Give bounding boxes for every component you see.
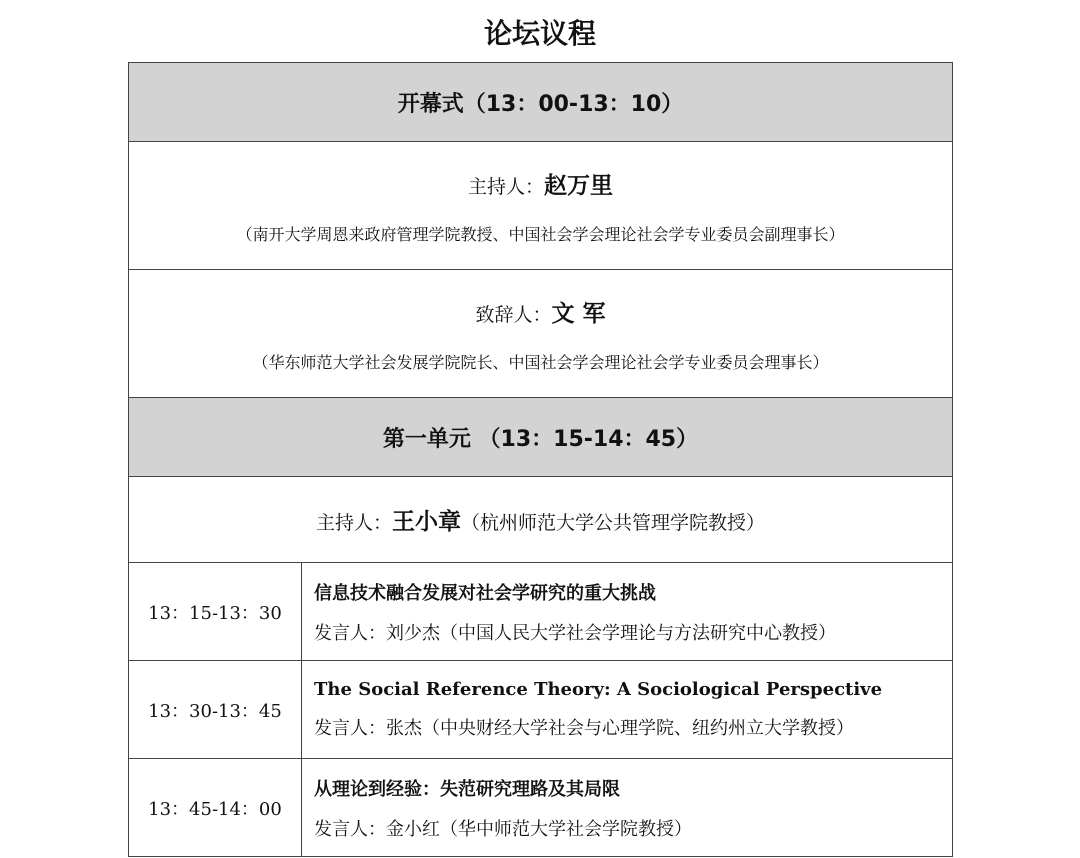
talk-time: 13：30-13：45 xyxy=(129,661,302,759)
unit1-header: 第一单元 （13：15-14：45） xyxy=(129,398,953,477)
talk-row xyxy=(129,661,953,759)
talk-title: The Social Reference Theory: A Sociological Perspective xyxy=(314,679,883,700)
talk-title: 从理论到经验：失范研究理路及其局限 xyxy=(314,778,620,800)
talk-speaker: 发言人：金小红（华中师范大学社会学院教授） xyxy=(314,818,692,840)
opening-header-row xyxy=(129,63,953,142)
talk-speaker: 发言人：张杰（中央财经大学社会与心理学院、纽约州立大学教授） xyxy=(314,718,854,739)
unit1-host-name: 王小章 xyxy=(392,509,461,535)
opening-speech-row xyxy=(129,270,953,398)
talk-time: 13：15-13：30 xyxy=(129,563,302,661)
talk-time: 13：45-14：00 xyxy=(129,759,302,857)
host-label: 主持人： xyxy=(467,175,544,198)
unit1-host-row xyxy=(129,477,953,563)
opening-host-row xyxy=(129,142,953,270)
talk-row xyxy=(129,759,953,857)
speech-affiliation: （华东师范大学社会发展学院院长、中国社会学会理论社会学专业委员会理事长） xyxy=(252,352,829,372)
host-name: 赵万里 xyxy=(544,172,613,199)
host-affiliation: （南开大学周恩来政府管理学院教授、中国社会学会理论社会学专业委员会副理事长） xyxy=(236,224,845,244)
unit1-header-row xyxy=(129,398,953,477)
talk-speaker: 发言人：刘少杰（中国人民大学社会学理论与方法研究中心教授） xyxy=(314,622,836,644)
unit1-host-affiliation: （杭州师范大学公共管理学院教授） xyxy=(461,512,766,534)
talk-row xyxy=(129,563,953,661)
page-title: 论坛议程 xyxy=(483,17,596,50)
unit1-host-label: 主持人： xyxy=(315,512,392,534)
opening-header: 开幕式（13：00-13：10） xyxy=(129,63,953,142)
speech-name: 文 军 xyxy=(551,300,606,327)
agenda-table xyxy=(128,62,953,857)
talk-title: 信息技术融合发展对社会学研究的重大挑战 xyxy=(314,582,656,604)
speech-label: 致辞人： xyxy=(475,303,552,326)
